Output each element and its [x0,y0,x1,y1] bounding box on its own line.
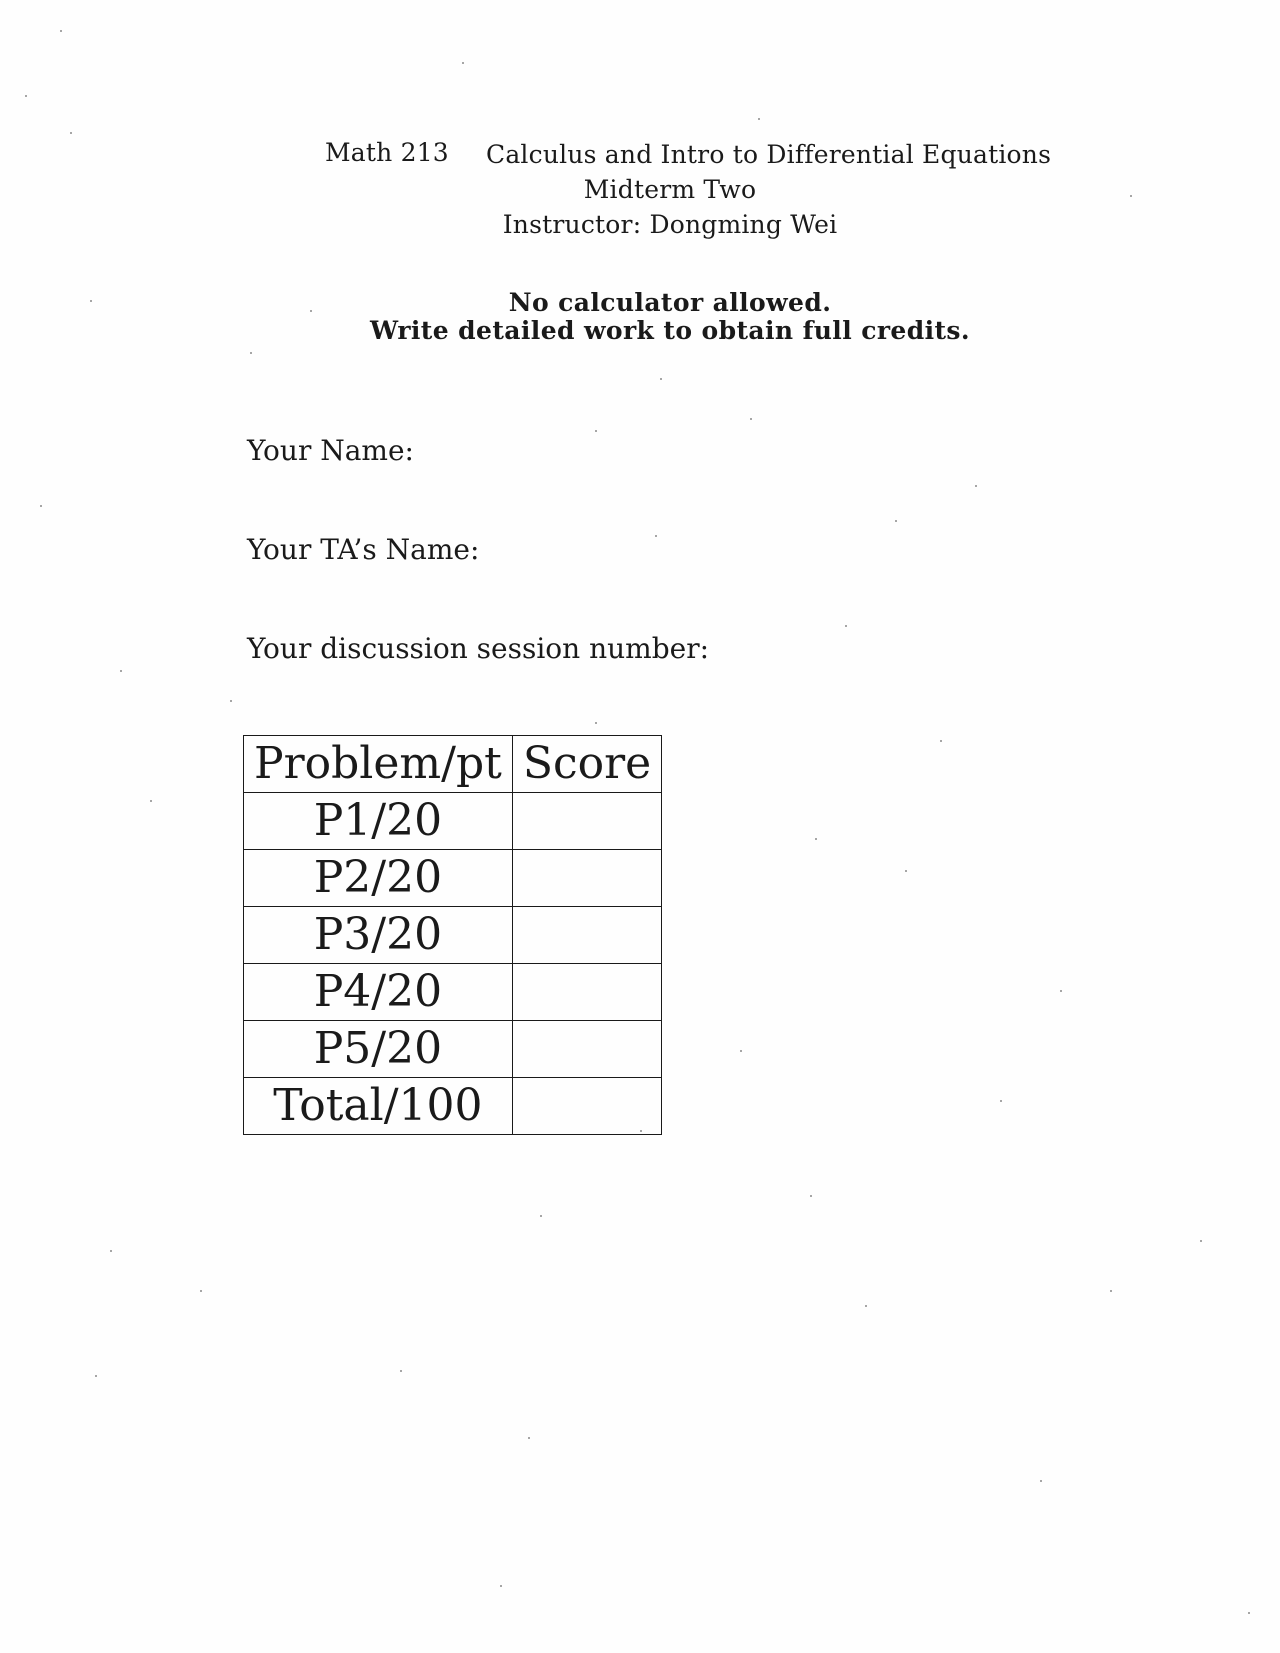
table-row [244,907,662,964]
scan-speck [660,378,662,380]
table-row-total [244,1078,662,1135]
scan-speck [25,95,27,97]
scan-speck [865,1305,867,1307]
scan-speck [740,1050,742,1052]
score-cell [512,907,661,964]
score-cell [512,964,661,1021]
scan-speck [95,1375,97,1377]
table-row [244,850,662,907]
scan-speck [655,535,657,537]
instructor-line: Instructor: Dongming Wei [502,210,838,239]
scan-speck [200,1290,202,1292]
scan-speck [595,430,597,432]
scan-speck [845,625,847,627]
scan-speck [540,1215,542,1217]
score-table-header-row [244,736,662,793]
discussion-session-label: Your discussion session number: [247,632,710,665]
scan-speck [120,670,122,672]
header-score: Score [512,736,661,793]
scan-speck [528,1437,530,1439]
scan-speck [230,700,232,702]
scan-speck [70,132,72,134]
scan-speck [462,62,464,64]
scan-speck [500,1585,502,1587]
scan-speck [150,800,152,802]
scan-speck [1130,195,1132,197]
rule-no-calculator: No calculator allowed. [508,288,832,317]
scan-speck [940,740,942,742]
scan-speck [90,300,92,302]
scan-speck [110,1250,112,1252]
table-row [244,793,662,850]
problem-cell: P2/20 [244,850,513,907]
course-code: Math 213 [325,138,449,167]
scan-speck [905,870,907,872]
exam-name: Midterm Two [583,175,757,204]
scan-speck [810,1195,812,1197]
rule-detailed-work: Write detailed work to obtain full credits. [369,316,971,345]
scan-speck [815,838,817,840]
problem-cell: P4/20 [244,964,513,1021]
table-row [244,1021,662,1078]
table-row [244,964,662,1021]
ta-name-label: Your TA’s Name: [247,533,480,566]
student-name-label: Your Name: [247,434,414,467]
scan-speck [758,118,760,120]
scan-speck [595,722,597,724]
scan-speck [400,1370,402,1372]
score-cell [512,850,661,907]
problem-cell: P5/20 [244,1021,513,1078]
problem-cell: P1/20 [244,793,513,850]
header-problem: Problem/pt [244,736,513,793]
scan-speck [1110,1290,1112,1292]
scan-speck [250,352,252,354]
scan-speck [750,418,752,420]
score-cell [512,1021,661,1078]
scan-speck [60,30,62,32]
score-cell [512,793,661,850]
scan-speck [640,1130,642,1132]
scan-speck [895,520,897,522]
scan-speck [1060,990,1062,992]
scan-speck [310,310,312,312]
scan-speck [1000,1100,1002,1102]
course-name: Calculus and Intro to Differential Equations [486,140,1052,169]
scan-speck [40,505,42,507]
scan-speck [975,485,977,487]
score-table [243,735,662,1135]
scan-speck [1200,1240,1202,1242]
scan-speck [1040,1480,1042,1482]
problem-cell: Total/100 [244,1078,513,1135]
scan-speck [1248,1612,1250,1614]
score-cell [512,1078,661,1135]
problem-cell: P3/20 [244,907,513,964]
